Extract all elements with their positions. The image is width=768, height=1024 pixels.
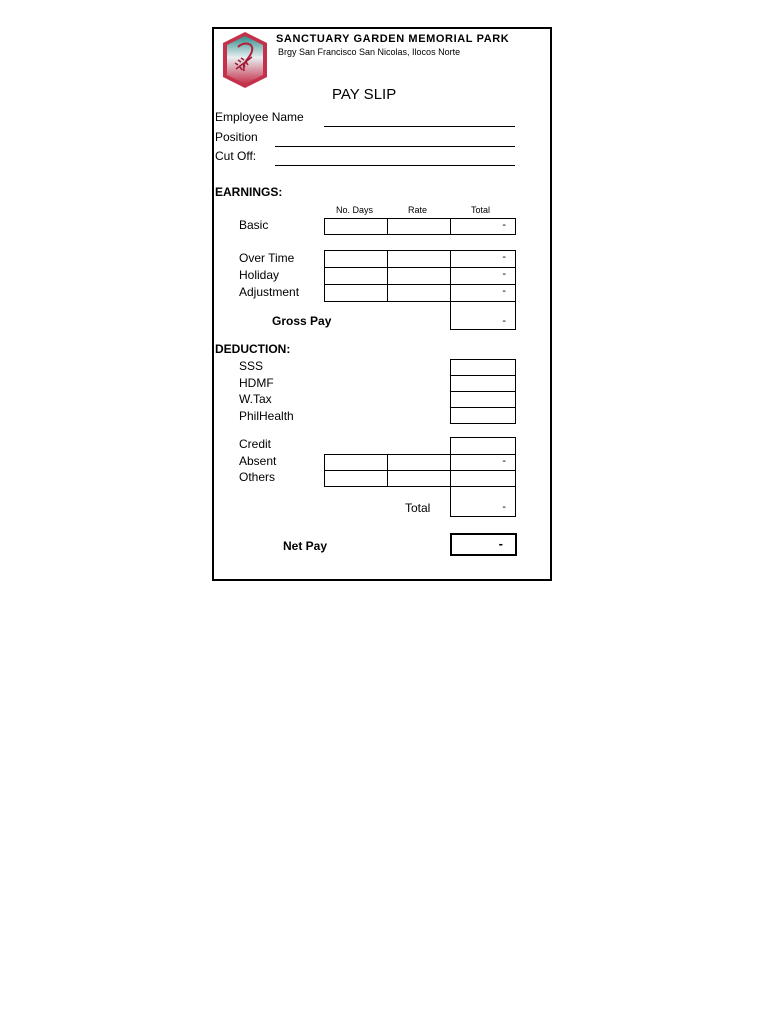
gross-pay-total-cell: - bbox=[450, 301, 516, 330]
basic-total-cell: - bbox=[450, 218, 516, 235]
overtime-label: Over Time bbox=[239, 251, 295, 265]
employee-name-line bbox=[324, 126, 515, 127]
column-header-total: Total bbox=[471, 205, 491, 215]
credit-total-cell bbox=[450, 437, 516, 455]
others-days-cell bbox=[324, 470, 388, 487]
absent-rate-cell bbox=[387, 454, 451, 471]
basic-days-cell bbox=[324, 218, 388, 235]
page-title: PAY SLIP bbox=[332, 86, 397, 103]
deduction-heading: DEDUCTION: bbox=[215, 342, 291, 356]
absent-days-cell bbox=[324, 454, 388, 471]
employee-name-label: Employee Name bbox=[215, 110, 304, 124]
company-logo-icon bbox=[222, 31, 268, 89]
others-total-cell bbox=[450, 470, 516, 487]
others-label: Others bbox=[239, 470, 276, 484]
wtax-label: W.Tax bbox=[239, 392, 272, 406]
company-address: Brgy San Francisco San Nicolas, Ilocos Norte bbox=[278, 47, 461, 57]
adjustment-total-cell: - bbox=[450, 284, 516, 302]
credit-label: Credit bbox=[239, 437, 272, 451]
absent-label: Absent bbox=[239, 454, 277, 468]
adjustment-rate-cell bbox=[387, 284, 451, 302]
holiday-days-cell bbox=[324, 267, 388, 285]
absent-total-cell: - bbox=[450, 454, 516, 471]
position-label: Position bbox=[215, 130, 258, 144]
adjustment-label: Adjustment bbox=[239, 285, 300, 299]
overtime-days-cell bbox=[324, 250, 388, 268]
gross-pay-label: Gross Pay bbox=[272, 314, 332, 328]
column-header-days: No. Days bbox=[336, 205, 374, 215]
wtax-total-cell bbox=[450, 391, 516, 408]
net-pay-value: - bbox=[450, 533, 517, 556]
deduction-total-label: Total bbox=[405, 501, 431, 515]
cut-off-line bbox=[275, 165, 515, 166]
net-pay-label: Net Pay bbox=[283, 539, 328, 553]
deduction-total-cell: - bbox=[450, 486, 516, 517]
basic-rate-cell bbox=[387, 218, 451, 235]
holiday-total-cell: - bbox=[450, 267, 516, 285]
adjustment-days-cell bbox=[324, 284, 388, 302]
earnings-heading: EARNINGS: bbox=[215, 185, 283, 199]
overtime-total-cell: - bbox=[450, 250, 516, 268]
philhealth-total-cell bbox=[450, 407, 516, 424]
column-header-rate: Rate bbox=[408, 205, 428, 215]
philhealth-label: PhilHealth bbox=[239, 409, 294, 423]
overtime-rate-cell bbox=[387, 250, 451, 268]
hdmf-total-cell bbox=[450, 375, 516, 392]
sss-label: SSS bbox=[239, 359, 264, 373]
position-line bbox=[275, 146, 515, 147]
holiday-label: Holiday bbox=[239, 268, 280, 282]
pay-slip bbox=[212, 27, 552, 581]
others-rate-cell bbox=[387, 470, 451, 487]
company-name: SANCTUARY GARDEN MEMORIAL PARK bbox=[276, 33, 510, 45]
cut-off-label: Cut Off: bbox=[215, 149, 257, 163]
basic-label: Basic bbox=[239, 218, 269, 232]
holiday-rate-cell bbox=[387, 267, 451, 285]
sss-total-cell bbox=[450, 359, 516, 376]
hdmf-label: HDMF bbox=[239, 376, 274, 390]
